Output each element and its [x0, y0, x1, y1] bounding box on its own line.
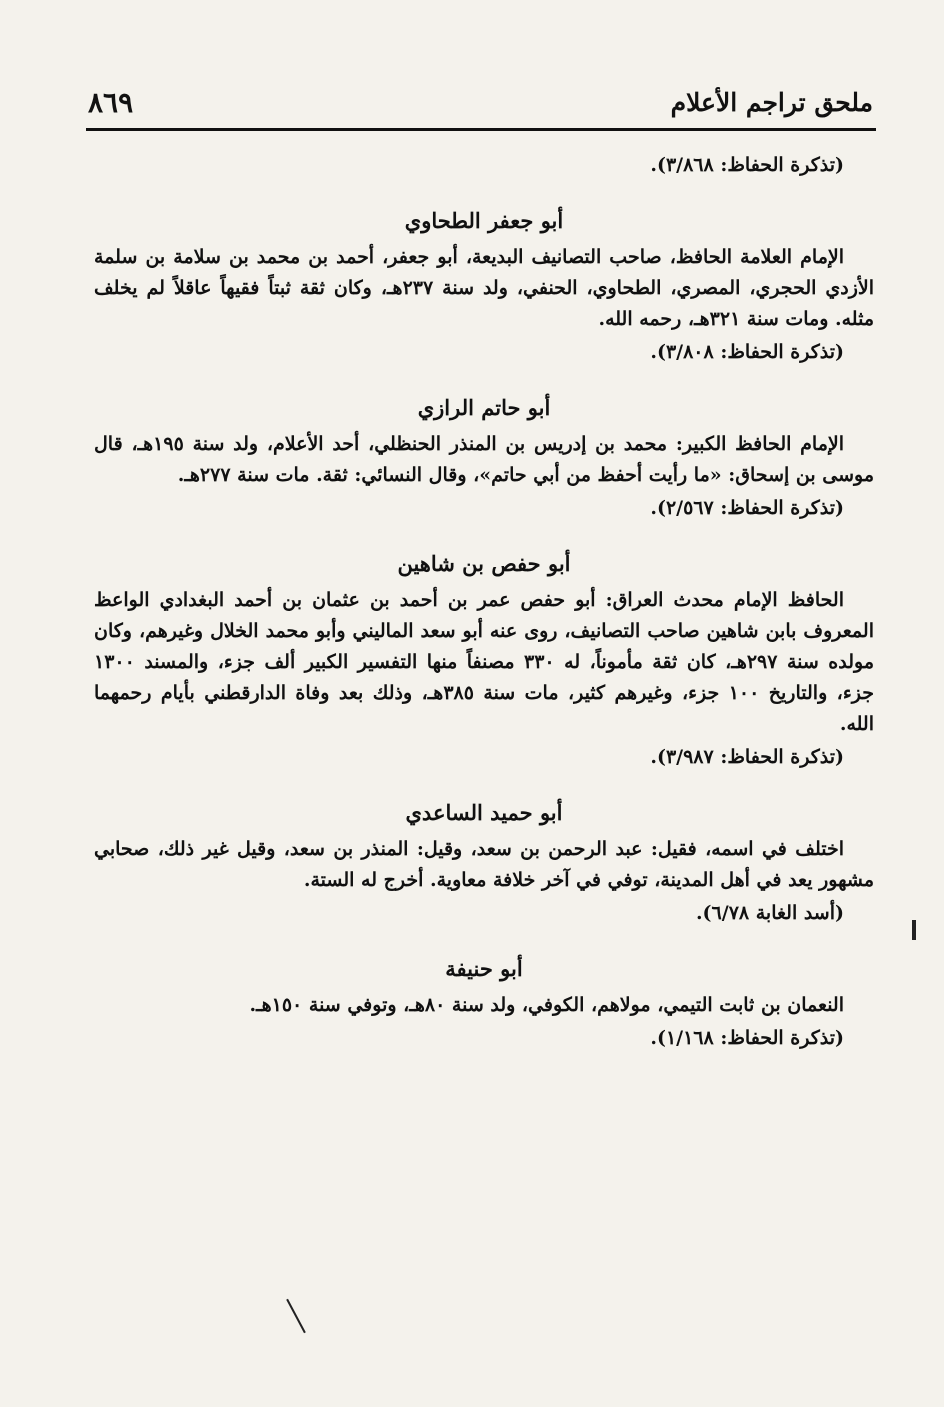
entry-title: أبو حنيفة [445, 956, 523, 981]
page-number: ٨٦٩ [88, 86, 134, 119]
entry-reference: (تذكرة الحفاظ: ٣/٨٠٨). [650, 341, 844, 363]
entry-abu-hatim-razi [94, 392, 874, 524]
main-content [94, 150, 874, 1054]
running-title: ملحق تراجم الأعلام [670, 88, 873, 117]
entry-reference: (تذكرة الحفاظ: ١/١٦٨). [650, 1027, 844, 1049]
entry-abu-hafs-ibn-shahin [94, 548, 874, 773]
entry-body: الإمام الحافظ الكبير: محمد بن إدريس بن المنذر الحنظلي، أحد الأعلام، ولد سنة ١٩٥هـ، قال موسى بن إسحاق: «ما رأيت أحفظ من أبي حاتم»، وقال النسائي: ثقة. مات سنة ٢٧٧هـ. [94, 433, 874, 486]
entry-body: الإمام العلامة الحافظ، صاحب التصانيف البديعة، أبو جعفر، أحمد بن محمد بن سلامة بن سلمة الأزدي الحجري، المصري، الطحاوي، الحنفي، ولد سنة ٢٣٧هـ، وكان ثقة ثبتاً فقيهاً عاقلاً لم يخلف مثله. ومات سنة ٣٢١هـ، رحمه الله. [94, 246, 874, 330]
entry-reference: (تذكرة الحفاظ: ٣/٩٨٧). [650, 746, 844, 768]
intro-reference: (تذكرة الحفاظ: ٣/٨٦٨). [650, 154, 844, 176]
entry-body: الحافظ الإمام محدث العراق: أبو حفص عمر بن أحمد بن عثمان بن أحمد البغدادي الواعظ المعروف بابن شاهين صاحب التصانيف، روى عنه أبو سعد الماليني وأبو محمد الخلال وغيرهم، وكان مولده سنة ٢٩٧هـ، كان ثقة مأموناً، له ٣٣٠ مصنفاً منها التفسير الكبير ألف جزء، والمسند ١٣٠٠ جزء، والتاريخ ١٠٠ جزء، وغيرهم كثير، مات سنة ٣٨٥هـ، وذلك بعد وفاة الدارقطني بأيام رحمهما الله. [94, 589, 875, 735]
entry-body: النعمان بن ثابت التيمي، مولاهم، الكوفي، ولد سنة ٨٠هـ، وتوفي سنة ١٥٠هـ. [249, 994, 844, 1016]
page-header [88, 86, 873, 128]
margin-mark [912, 920, 916, 940]
entry-reference: (تذكرة الحفاظ: ٢/٥٦٧). [650, 497, 844, 519]
entry-body: اختلف في اسمه، فقيل: عبد الرحمن بن سعد، وقيل: المنذر بن سعد، وقيل غير ذلك، صحابي مشهور يعد في أهل المدينة، توفي في آخر خلافة معاوية. أخرج له الستة. [94, 838, 874, 891]
entry-title: أبو حميد الساعدي [405, 800, 563, 825]
entry-abu-jafar-tahawi [94, 205, 874, 368]
entry-abu-hanifa [94, 953, 874, 1054]
entry-title: أبو حاتم الرازي [417, 395, 551, 420]
scan-mark [286, 1299, 306, 1333]
entry-abu-humayd-saidi [94, 797, 874, 929]
header-rule [86, 128, 876, 131]
entry-reference: (أسد الغابة ٦/٧٨). [695, 902, 844, 924]
entry-title: أبو حفص بن شاهين [397, 551, 571, 576]
entry-title: أبو جعفر الطحاوي [404, 208, 564, 233]
